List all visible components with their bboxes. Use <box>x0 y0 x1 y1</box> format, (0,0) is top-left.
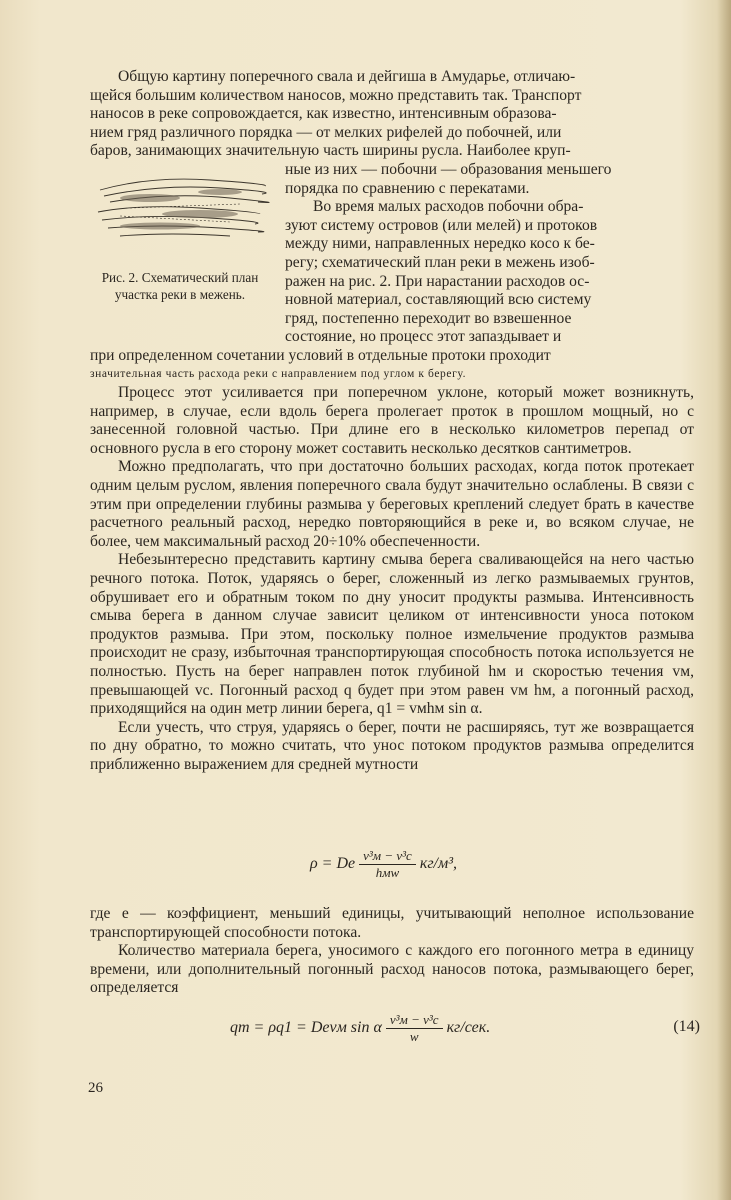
after-figure-text <box>90 347 694 382</box>
formula1-lhs: ρ = De <box>310 855 356 873</box>
formula1-units: кг/м³, <box>419 855 458 873</box>
paragraph-7: Количество материала берега, уносимого с каждого его погонного метра в единицу времени, или дополнительный погонный расход наносов потока, размывающего берег, определяется <box>90 942 694 997</box>
wrap-line-4: зуют систему островов (или мелей) и протоков <box>285 216 598 234</box>
closing-paragraphs <box>90 905 694 998</box>
figure-river-plan <box>90 168 270 257</box>
intro-line-3: наносов в реке сопровождается, как известно, интенсивным образова- <box>90 105 557 123</box>
paragraph-5: Если учесть, что струя, ударяясь о берег, почти не расширяясь, тут же возвращается по дну обратно, то можно считать, что унос потоком продуктов размыва определится приближенно выражением для средней мутности <box>90 718 694 773</box>
wrap-line-10: состояние, но процесс этот запаздывает и <box>285 328 562 346</box>
wrap-line-6: регу; схематический план реки в межень изоб- <box>285 253 595 271</box>
body-paragraphs <box>90 384 694 774</box>
intro-line-1: Общую картину поперечного свала и дейгиша в Амударье, отличаю- <box>118 68 576 85</box>
intro-line-2: щейся большим количеством наносов, можно представить так. Транспорт <box>90 86 582 104</box>
wrap-line-8: новной материал, составляющий всю систему <box>285 291 592 309</box>
wrap-line-5: между ними, направленных нередко косо к бе- <box>285 235 595 253</box>
formula2-units: кг/сек. <box>446 1019 491 1037</box>
paragraph-2: Процесс этот усиливается при поперечном уклоне, который может возникнуть, например, в случае, если вдоль берега пролегает проток в прошлом мощный, но с занесенной головной частью. При длине его в несколько километров перепад от основного русла в его сторону может составить несколько десятков сантиметров. <box>90 384 694 457</box>
formula2-number: (14) <box>673 1018 700 1035</box>
wrap-line-7: ражен на рис. 2. При нарастании расходов ос- <box>285 272 590 290</box>
formula2-lhs: qт = ρq1 = Devм sin α <box>230 1019 382 1037</box>
river-plan-sketch <box>90 168 270 253</box>
formula1-numerator: v³м − v³c <box>359 848 416 865</box>
wrapped-text-column <box>285 161 694 347</box>
intro-paragraph <box>90 68 694 161</box>
intro-line-5: баров, занимающих значительную часть ширины русла. Наиболее круп- <box>90 142 571 160</box>
small-print-line: значительная часть расхода реки с направлением под углом к берегу. <box>90 367 467 380</box>
after-figure-line: при определенном сочетании условий в отдельные протоки проходит <box>90 347 551 364</box>
formula1-fraction <box>359 848 416 881</box>
paragraph-6: где e — коэффициент, меньший единицы, учитывающий неполное использование транспортирующей способности потока. <box>90 905 694 941</box>
page-number: 26 <box>88 1080 103 1096</box>
wrap-line-3: Во время малых расходов побочни обра- <box>313 198 584 216</box>
paragraph-3: Можно предполагать, что при достаточно больших расходах, когда поток протекает одним целым руслом, явления поперечного свала будут значительно ослаблены. В связи с этим при определении глубины размыва у береговых креплений следует брать в качестве расчетного реальный расход, нередко повторяющийся в реке и, во всяком случае, не более, чем максимальный расход 20÷10% обеспеченности. <box>90 458 694 550</box>
wrap-line-2: порядка по сравнению с перекатами. <box>285 179 530 197</box>
paragraph-4: Небезынтересно представить картину смыва берега сваливающейся на него частью речного потока. Поток, ударяясь о берег, сложенный из легко размываемых грунтов, обрушивает его и обратным током по дну уносит продукты размыва. Интенсивность смыва берега в данном случае зависит целиком от интенсивности уноса потоком продуктов размыва. При этом, поскольку полное измельчение продуктов размыва происходит не сразу, избыточная транспортирующая способность потока используется не полностью. Пусть на берег направлен поток глубиной hм и скоростью течения vм, превышающей vc. Погонный расход q будет при этом равен vм hм, а погонный расход, приходящийся на один метр линии берега, q1 = vмhм sin α. <box>90 551 694 718</box>
formula2-fraction <box>386 1012 443 1045</box>
wrap-line-1: ные из них — побочни — образования меньшего <box>285 161 612 178</box>
formula2-numerator: v³м − v³c <box>386 1012 443 1029</box>
figure-caption: Рис. 2. Схематический план участка реки в межень. <box>101 270 259 302</box>
formula2-denominator: w <box>409 1029 419 1044</box>
formula-mean-turbidity <box>310 848 457 881</box>
formula1-denominator: hмw <box>375 865 400 880</box>
page-spine-shadow <box>717 0 731 1200</box>
intro-line-4: нием гряд различного порядка — от мелких рифелей до побочней, или <box>90 123 562 141</box>
formula-bank-erosion <box>230 1012 700 1045</box>
wrap-line-9: гряд, постепенно переходит во взвешенное <box>285 309 572 327</box>
